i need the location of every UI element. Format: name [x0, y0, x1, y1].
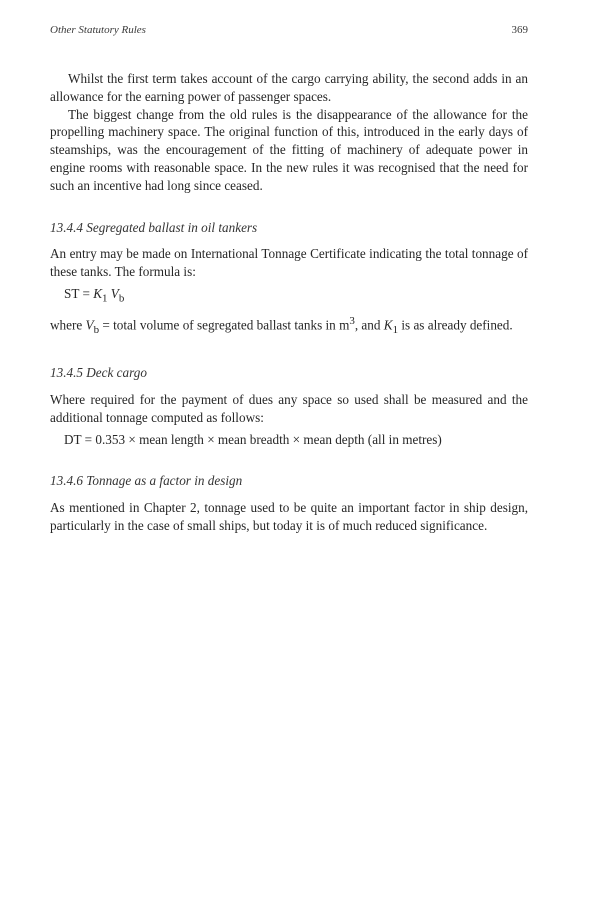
page-number: 369: [511, 24, 528, 36]
section-heading: 13.4.5 Deck cargo: [50, 365, 147, 381]
formula-dt: DT = 0.353 × mean length × mean breadth × mean depth (all in metres): [64, 431, 442, 447]
var-k: K: [383, 317, 393, 333]
formula-st: [64, 285, 528, 308]
var-v-sub: b: [93, 324, 100, 337]
section-heading: 13.4.4 Segregated ballast in oil tankers: [50, 219, 258, 235]
paragraph: An entry may be made on International Tonnage Certificate indicating the total tonnage of these tanks. The formula is:: [50, 246, 528, 280]
paragraph: Whilst the first term takes account of the cargo carrying ability, the second adds in an allowance for the earning power of passenger spaces.: [50, 71, 528, 104]
running-title: Other Statutory Rules: [50, 24, 146, 36]
formula-v: V: [110, 285, 119, 301]
text: is as already defined.: [398, 317, 513, 333]
exponent: 3: [349, 315, 355, 328]
text: where: [50, 317, 86, 333]
paragraph-where: [50, 313, 528, 340]
text: = total volume of segregated ballast tanks in m: [99, 317, 350, 333]
formula-k-sub: 1: [101, 292, 108, 305]
paragraph: As mentioned in Chapter 2, tonnage used to be quite an important factor in ship design, particularly in the case of small ships, but today it is of much reduced significance.: [50, 500, 528, 534]
paragraph: The biggest change from the old rules is the disappearance of the allowance for the propelling machinery space. The original function of this, introduced in the early days of steamships, was the encouragement of the fitting of machinery of adequate power in engine rooms with reasonable space. In the new rules it was recognised that the need for such an incentive had long since ceased.: [50, 106, 528, 193]
page-body: [50, 70, 528, 535]
page-header: [50, 24, 528, 36]
formula-v-sub: b: [118, 292, 125, 305]
formula-lhs: ST =: [64, 285, 94, 301]
section-heading: 13.4.6 Tonnage as a factor in design: [50, 473, 243, 489]
paragraph: Where required for the payment of dues any space so used shall be measured and the additional tonnage computed as follows:: [50, 392, 528, 425]
formula-k: K: [93, 285, 102, 301]
var-v: V: [85, 317, 94, 333]
text: , and: [354, 317, 384, 333]
var-k-sub: 1: [392, 324, 399, 337]
